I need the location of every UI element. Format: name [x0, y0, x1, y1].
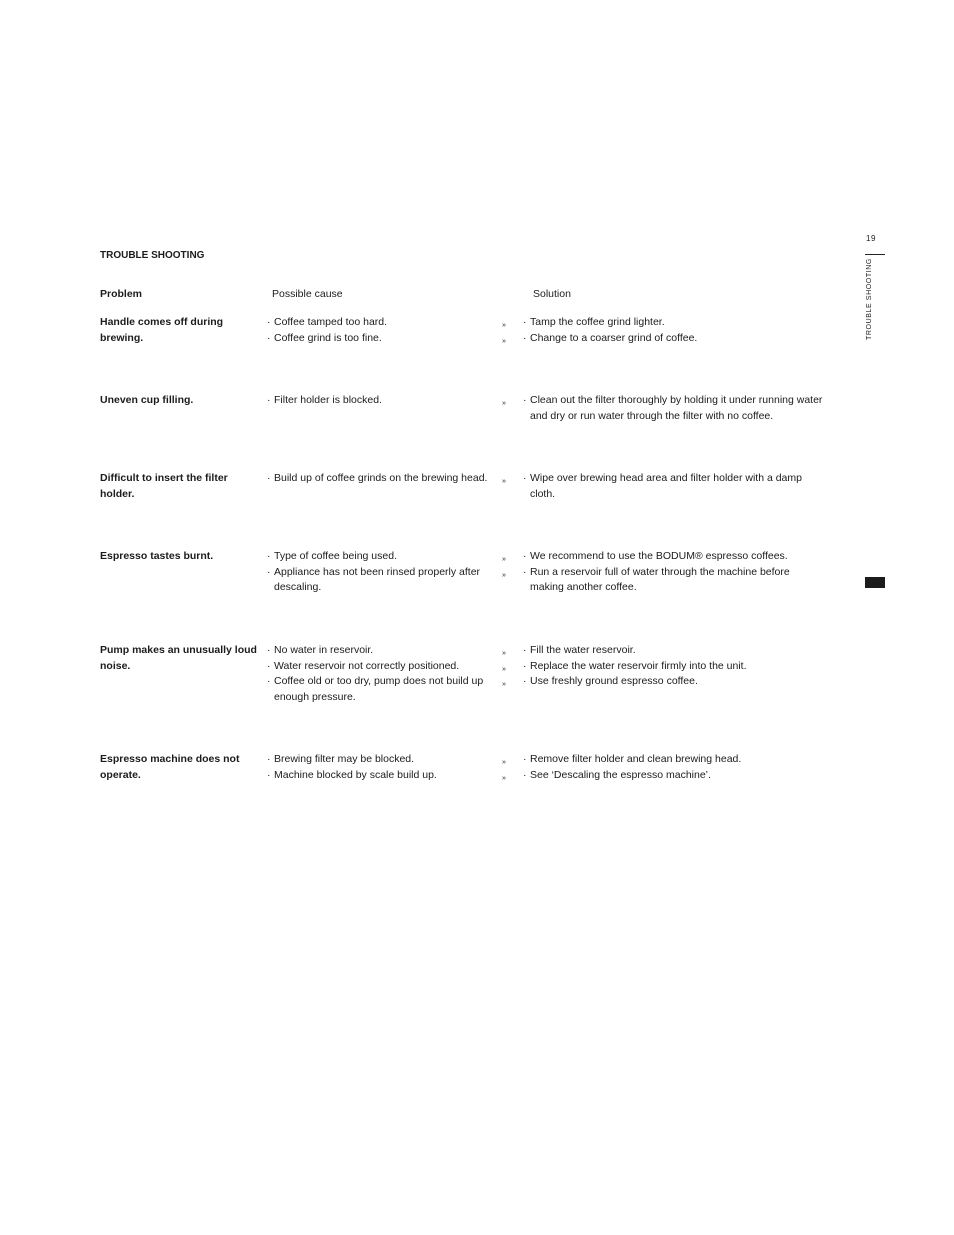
- problem-text: Difficult to insert the filter holder.: [100, 472, 228, 500]
- problem-text: Handle comes off during brewing.: [100, 316, 224, 344]
- solution-list: [523, 471, 823, 502]
- arrow-icon: »: [502, 775, 506, 782]
- problem-text: Espresso machine does not operate.: [100, 753, 240, 781]
- cause-item: · No water in reservoir.: [267, 643, 492, 659]
- arrow-icon: »: [502, 572, 506, 579]
- cause-item: · Coffee tamped too hard.: [267, 315, 492, 331]
- cause-item: · Filter holder is blocked.: [267, 393, 492, 409]
- cause-item: · Coffee old or too dry, pump does not build up enough pressure.: [267, 674, 492, 705]
- header-solution: Solution: [533, 288, 571, 300]
- solution-item: · Change to a coarser grind of coffee.: [523, 331, 823, 347]
- solution-item: · Tamp the coffee grind lighter.: [523, 315, 823, 331]
- cause-item: · Machine blocked by scale build up.: [267, 768, 492, 784]
- header-possible-cause: Possible cause: [272, 288, 343, 300]
- cause-list: [267, 393, 492, 409]
- solution-item: · Use freshly ground espresso coffee.: [523, 674, 823, 690]
- problem-text: Uneven cup filling.: [100, 394, 194, 406]
- solution-item: · Wipe over brewing head area and filter holder with a damp cloth.: [523, 471, 823, 502]
- cause-item: · Type of coffee being used.: [267, 549, 492, 565]
- solution-item: · Replace the water reservoir firmly into the unit.: [523, 659, 823, 675]
- arrow-icon: »: [502, 400, 506, 407]
- side-tab-marker: [865, 577, 885, 588]
- header-problem: Problem: [100, 288, 143, 300]
- solution-list: [523, 752, 823, 783]
- arrow-icon: »: [502, 556, 506, 563]
- cause-list: [267, 643, 492, 705]
- solution-item: · See ‘Descaling the espresso machine’.: [523, 768, 823, 784]
- side-rule: [865, 254, 885, 255]
- problem-text: Espresso tastes burnt.: [100, 550, 214, 562]
- solution-item: · Fill the water reservoir.: [523, 643, 823, 659]
- cause-list: [267, 471, 492, 487]
- arrow-icon: »: [502, 478, 506, 485]
- arrow-icon: »: [502, 650, 506, 657]
- solution-item: · Run a reservoir full of water through the machine before making another coffee.: [523, 565, 823, 596]
- problem-text: Pump makes an unusually loud noise.: [100, 644, 257, 672]
- page-number: 19: [866, 234, 876, 243]
- cause-list: [267, 549, 492, 596]
- arrow-icon: »: [502, 681, 506, 688]
- cause-item: · Water reservoir not correctly positioned.: [267, 659, 492, 675]
- arrow-icon: »: [502, 759, 506, 766]
- arrow-icon: »: [502, 338, 506, 345]
- solution-list: [523, 549, 823, 596]
- solution-list: [523, 315, 823, 346]
- cause-item: · Appliance has not been rinsed properly after descaling.: [267, 565, 492, 596]
- solution-list: [523, 643, 823, 690]
- solution-item: · Remove filter holder and clean brewing head.: [523, 752, 823, 768]
- arrow-icon: »: [502, 322, 506, 329]
- solution-item: · Clean out the filter thoroughly by holding it under running water and dry or run water through the filter with no coffee.: [523, 393, 823, 424]
- cause-item: · Coffee grind is too fine.: [267, 331, 492, 347]
- cause-list: [267, 752, 492, 783]
- side-section-label: TROUBLE SHOOTING: [866, 258, 873, 340]
- solution-item: · We recommend to use the BODUM® espresso coffees.: [523, 549, 823, 565]
- arrow-icon: »: [502, 666, 506, 673]
- solution-list: [523, 393, 823, 424]
- cause-item: · Build up of coffee grinds on the brewing head.: [267, 471, 492, 487]
- section-title: TROUBLE SHOOTING: [100, 250, 205, 261]
- cause-list: [267, 315, 492, 346]
- cause-item: · Brewing filter may be blocked.: [267, 752, 492, 768]
